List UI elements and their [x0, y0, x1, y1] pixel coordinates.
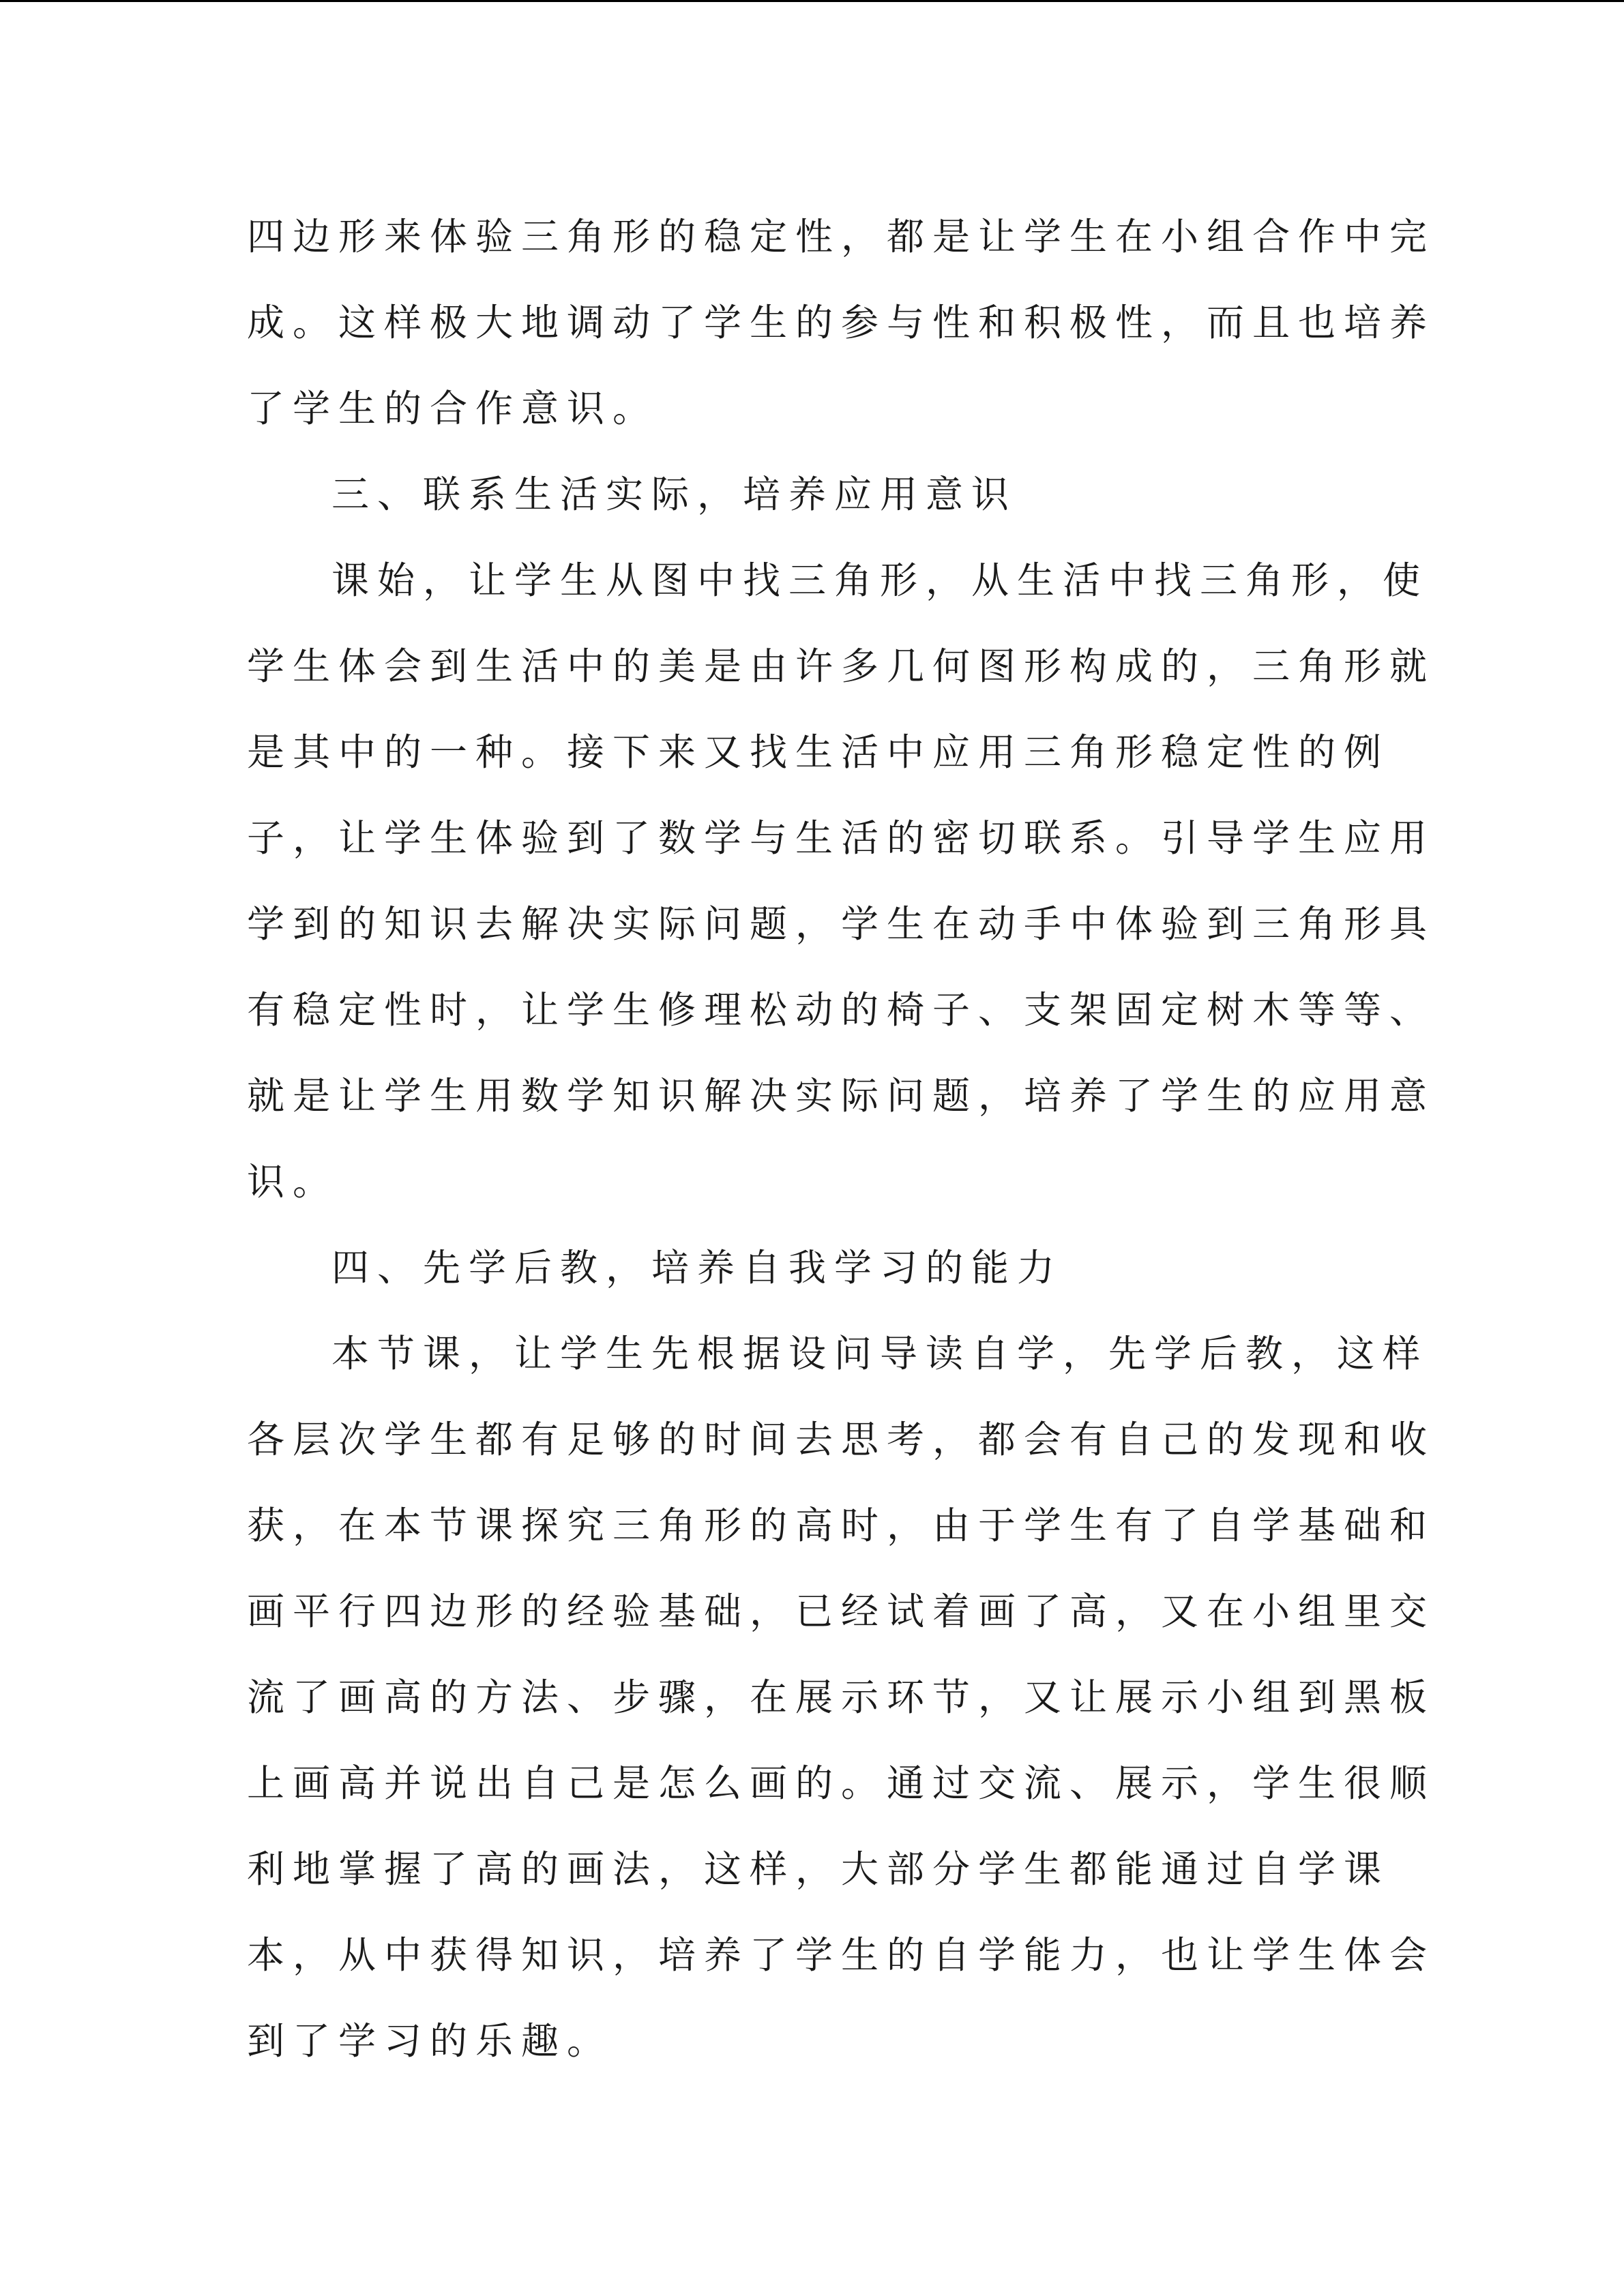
body-text-line: 就是让学生用数学知识解决实际问题，培养了学生的应用意: [247, 1074, 1436, 1118]
body-text-line: 各层次学生都有足够的时间去思考，都会有自己的发现和收: [247, 1418, 1436, 1461]
body-text-line: 有稳定性时，让学生修理松动的椅子、支架固定树木等等、: [247, 988, 1436, 1032]
section-heading: 三、联系生活实际，培养应用意识: [331, 473, 1018, 516]
body-text-line: 利地掌握了高的画法，这样，大部分学生都能通过自学课: [247, 1847, 1390, 1891]
body-text-line: 到了学习的乐趣。: [247, 2019, 613, 2063]
body-text-line: 画平行四边形的经验基础，已经试着画了高，又在小组里交: [247, 1590, 1436, 1633]
body-text-line: 课始，让学生从图中找三角形，从生活中找三角形，使: [331, 558, 1429, 602]
body-text-line: 获，在本节课探究三角形的高时，由于学生有了自学基础和: [247, 1504, 1436, 1547]
body-text-line: 流了画高的方法、步骤，在展示环节，又让展示小组到黑板: [247, 1675, 1436, 1719]
body-text-line: 本节课，让学生先根据设问导读自学，先学后教，这样: [331, 1332, 1429, 1375]
section-heading: 四、先学后教，培养自我学习的能力: [331, 1246, 1063, 1289]
body-text-line: 成。这样极大地调动了学生的参与性和积极性，而且也培养: [247, 301, 1436, 344]
body-text-line: 识。: [247, 1160, 339, 1204]
body-text-line: 了学生的合作意识。: [247, 387, 659, 430]
body-text-line: 学生体会到生活中的美是由许多几何图形构成的，三角形就: [247, 644, 1436, 688]
body-text-line: 子，让学生体验到了数学与生活的密切联系。引导学生应用: [247, 816, 1436, 860]
body-text-line: 本，从中获得知识，培养了学生的自学能力，也让学生体会: [247, 1933, 1436, 1977]
body-text-line: 学到的知识去解决实际问题，学生在动手中体验到三角形具: [247, 902, 1436, 946]
body-text-line: 四边形来体验三角形的稳定性，都是让学生在小组合作中完: [247, 215, 1436, 258]
body-text-line: 是其中的一种。接下来又找生活中应用三角形稳定性的例: [247, 730, 1390, 774]
body-text-line: 上画高并说出自己是怎么画的。通过交流、展示，学生很顺: [247, 1761, 1436, 1805]
